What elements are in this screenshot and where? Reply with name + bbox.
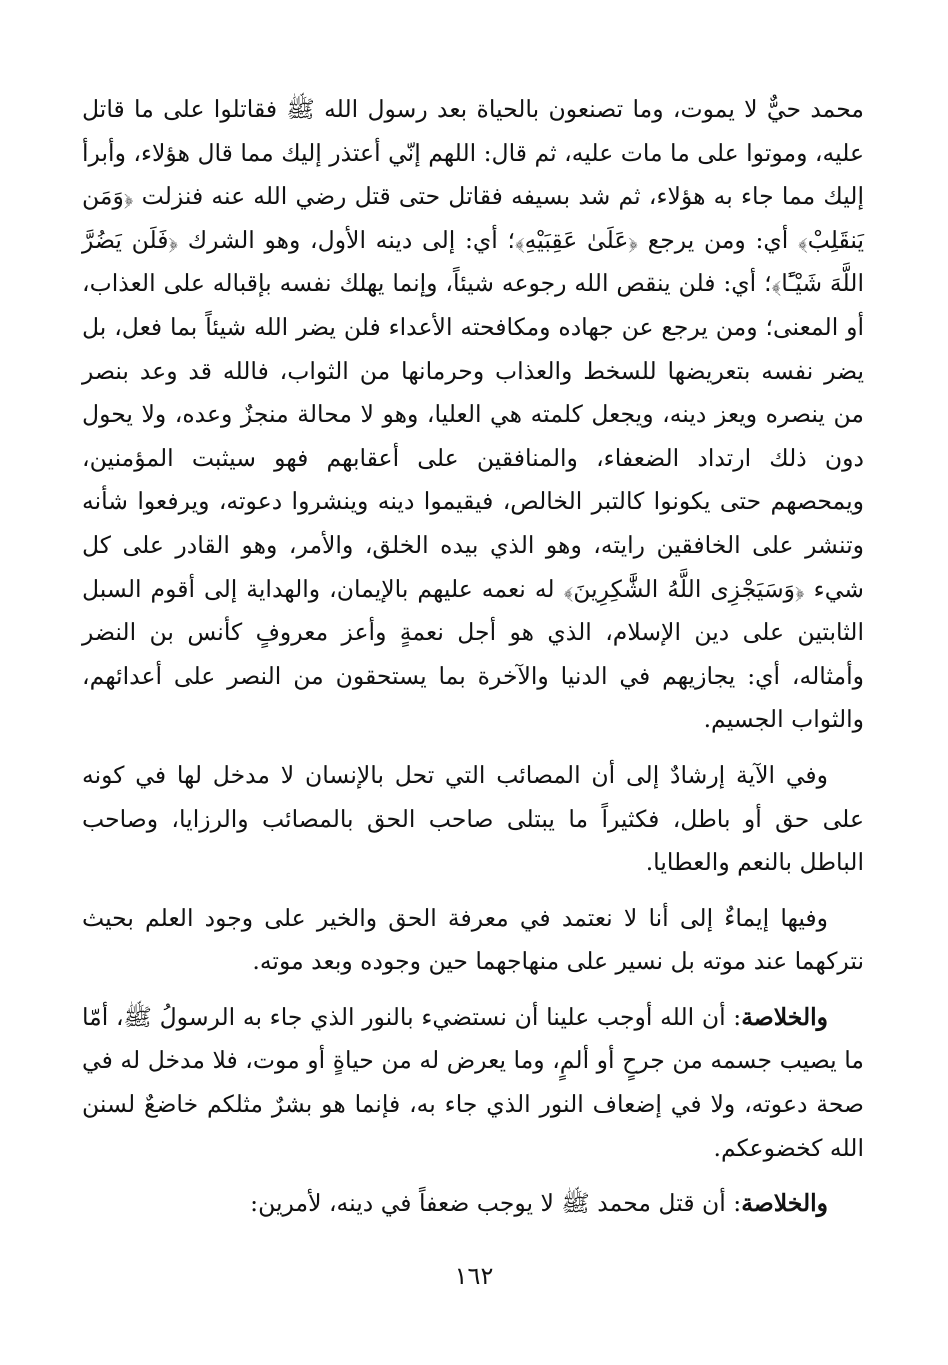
paragraph-3 <box>82 897 864 984</box>
page-body <box>82 88 864 1226</box>
paragraph-1 <box>82 88 864 742</box>
paragraph-5 <box>82 1182 864 1226</box>
paragraph-3-text: وفيها إيماءٌ إلى أنا لا نعتمد في معرفة الحق والخير على وجود العلم بحيث نتركهما عند موته بل نسير على منهاجهما حين وجوده وبعد موته. <box>82 903 864 976</box>
paragraph-4-text: : أن الله أوجب علينا أن نستضيء بالنور الذي جاء به الرسولُ ﷺ، أمّا ما يصيب جسمه من جرحٍ أو ألمٍ، وما يعرض له من حياةٍ أو موت، فلا مدخل له في صحة دعوته، ولا في إضعاف النور الذي جاء به، فإنما هو بشرٌ مثلكم خاضعٌ لسنن الله كخضوعكم. <box>82 1002 864 1162</box>
paragraph-2 <box>82 754 864 885</box>
paragraph-2-text: وفي الآية إرشادٌ إلى أن المصائب التي تحل بالإنسان لا مدخل لها في كونه على حق أو باطل، فكثيراً ما يبتلى صاحب الحق بالمصائب والرزايا، وصاحب الباطل بالنعم والعطايا. <box>82 760 864 877</box>
paragraph-1-text: محمد حيٌّ لا يموت، وما تصنعون بالحياة بعد رسول الله ﷺ فقاتلوا على ما قاتل عليه، وموتوا على ما مات عليه، ثم قال: اللهم إنّي أعتذر إليك مما قال هؤلاء، وأبرأ إليك مما جاء به هؤلاء، ثم شد بسيفه فقاتل حتى قتل رضي الله عنه فنزلت ﴿وَمَن يَنقَلِبْ﴾ أي: ومن يرجع ﴿عَلَىٰ عَقِبَيْهِ﴾؛ أي: إلى دينه الأول، وهو الشرك ﴿فَلَن يَضُرَّ اللَّهَ شَيْـًٔا﴾؛ أي: فلن ينقص الله رجوعه شيئاً، وإنما يهلك نفسه بإقباله على العذاب، أو المعنى؛ ومن يرجع عن جهاده ومكافحته الأعداء فلن يضر الله شيئاً بما فعل، بل يضر نفسه بتعريضها للسخط والعذاب وحرمانها من الثواب، فالله قد وعد بنصر من ينصره ويعز دينه، ويجعل كلمته هي العليا، وهو لا محالة منجزٌ وعده، ولا يحول دون ذلك ارتداد الضعفاء، والمنافقين على أعقابهم فهو سيثبت المؤمنين، ويمحصهم حتى يكونوا كالتبر الخالص، فيقيموا دينه وينشروا دعوته، ويرفعوا شأنه وتنشر على الخافقين رايته، وهو الذي بيده الخلق، والأمر، وهو القادر على كل شيء ﴿وَسَيَجْزِى اللَّهُ الشَّٰكِرِينَ﴾ له نعمه عليهم بالإيمان، والهداية إلى أقوم السبل الثابتين على دين الإسلام، الذي هو أجل نعمةٍ وأعز معروفٍ كأنس بن النضر وأمثاله، أي: يجازيهم في الدنيا والآخرة بما يستحقون من النصر على أعدائهم، والثواب الجسيم. <box>82 95 864 734</box>
summary-heading-2: والخلاصة <box>741 1189 828 1218</box>
page-number: ١٦٢ <box>454 1262 494 1290</box>
paragraph-5-text: : أن قتل محمد ﷺ لا يوجب ضعفاً في دينه، لأمرين: <box>250 1189 742 1218</box>
paragraph-4 <box>82 996 864 1170</box>
summary-heading: والخلاصة <box>741 1002 828 1031</box>
